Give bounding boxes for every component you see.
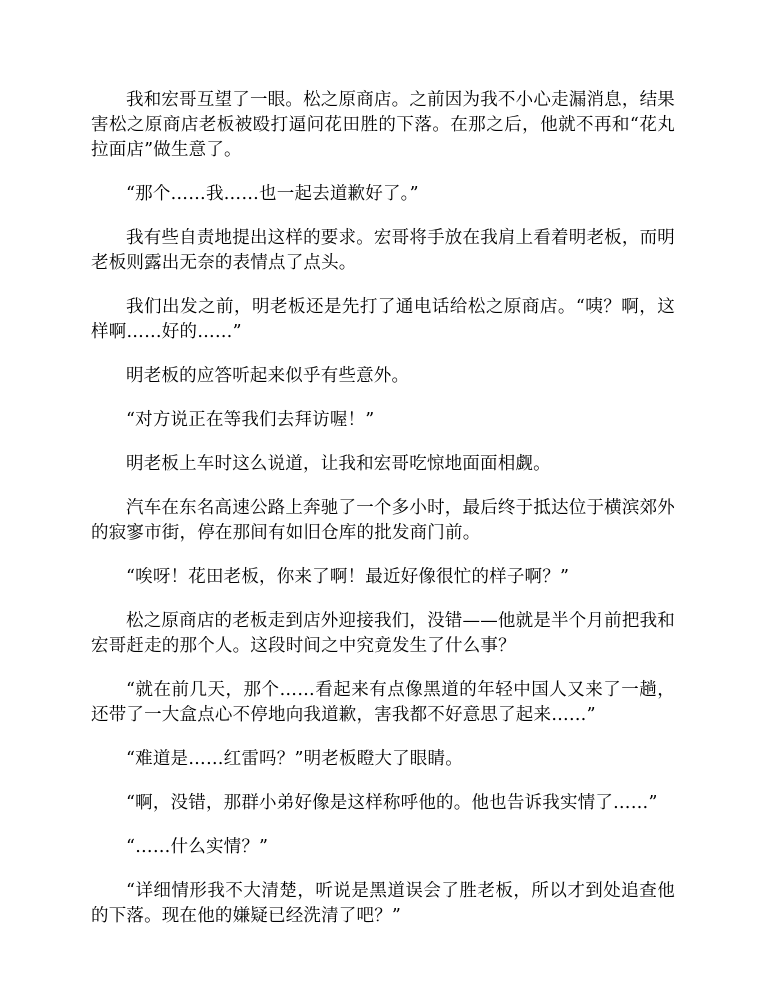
paragraph: 汽车在东名高速公路上奔驰了一个多小时，最后终于抵达位于横滨郊外的寂寥市街，停在那间有如旧仓库的批发商门前。 [91,498,675,543]
paragraph: 我有些自责地提出这样的要求。宏哥将手放在我肩上看着明老板，而明老板则露出无奈的表情点了点头。 [91,228,675,273]
paragraph: “唉呀！花田老板，你来了啊！最近好像很忙的样子啊？” [126,567,570,587]
paragraph: “那个……我……也一起去道歉好了。” [126,184,419,204]
paragraph: “详细情形我不大清楚，听说是黑道误会了胜老板，所以才到处追查他的下落。现在他的嫌疑已经洗清了吧？” [91,881,675,926]
paragraph: “难道是……红雷吗？”明老板瞪大了眼睛。 [126,749,463,769]
paragraph: “就在前几天，那个……看起来有点像黑道的年轻中国人又来了一趟，还带了一大盒点心不停地向我道歉，害我都不好意思了起来……” [91,680,675,725]
document-page [91,88,675,948]
paragraph: 明老板的应答听起来似乎有些意外。 [126,366,410,386]
paragraph: 松之原商店的老板走到店外迎接我们，没错——他就是半个月前把我和宏哥赶走的那个人。这段时间之中究竟发生了什么事？ [91,611,675,656]
paragraph: 我和宏哥互望了一眼。松之原商店。之前因为我不小心走漏消息，结果害松之原商店老板被殴打逼问花田胜的下落。在那之后，他就不再和“花丸拉面店”做生意了。 [91,90,675,160]
paragraph: “……什么实情？” [126,837,269,857]
paragraph: “啊，没错，那群小弟好像是这样称呼他的。他也告诉我实情了……” [126,793,658,813]
paragraph: “对方说正在等我们去拜访喔！” [126,410,375,430]
paragraph: 我们出发之前，明老板还是先打了通电话给松之原商店。“咦？啊，这样啊……好的……” [91,297,675,342]
paragraph: 明老板上车时这么说道，让我和宏哥吃惊地面面相觑。 [126,454,551,474]
